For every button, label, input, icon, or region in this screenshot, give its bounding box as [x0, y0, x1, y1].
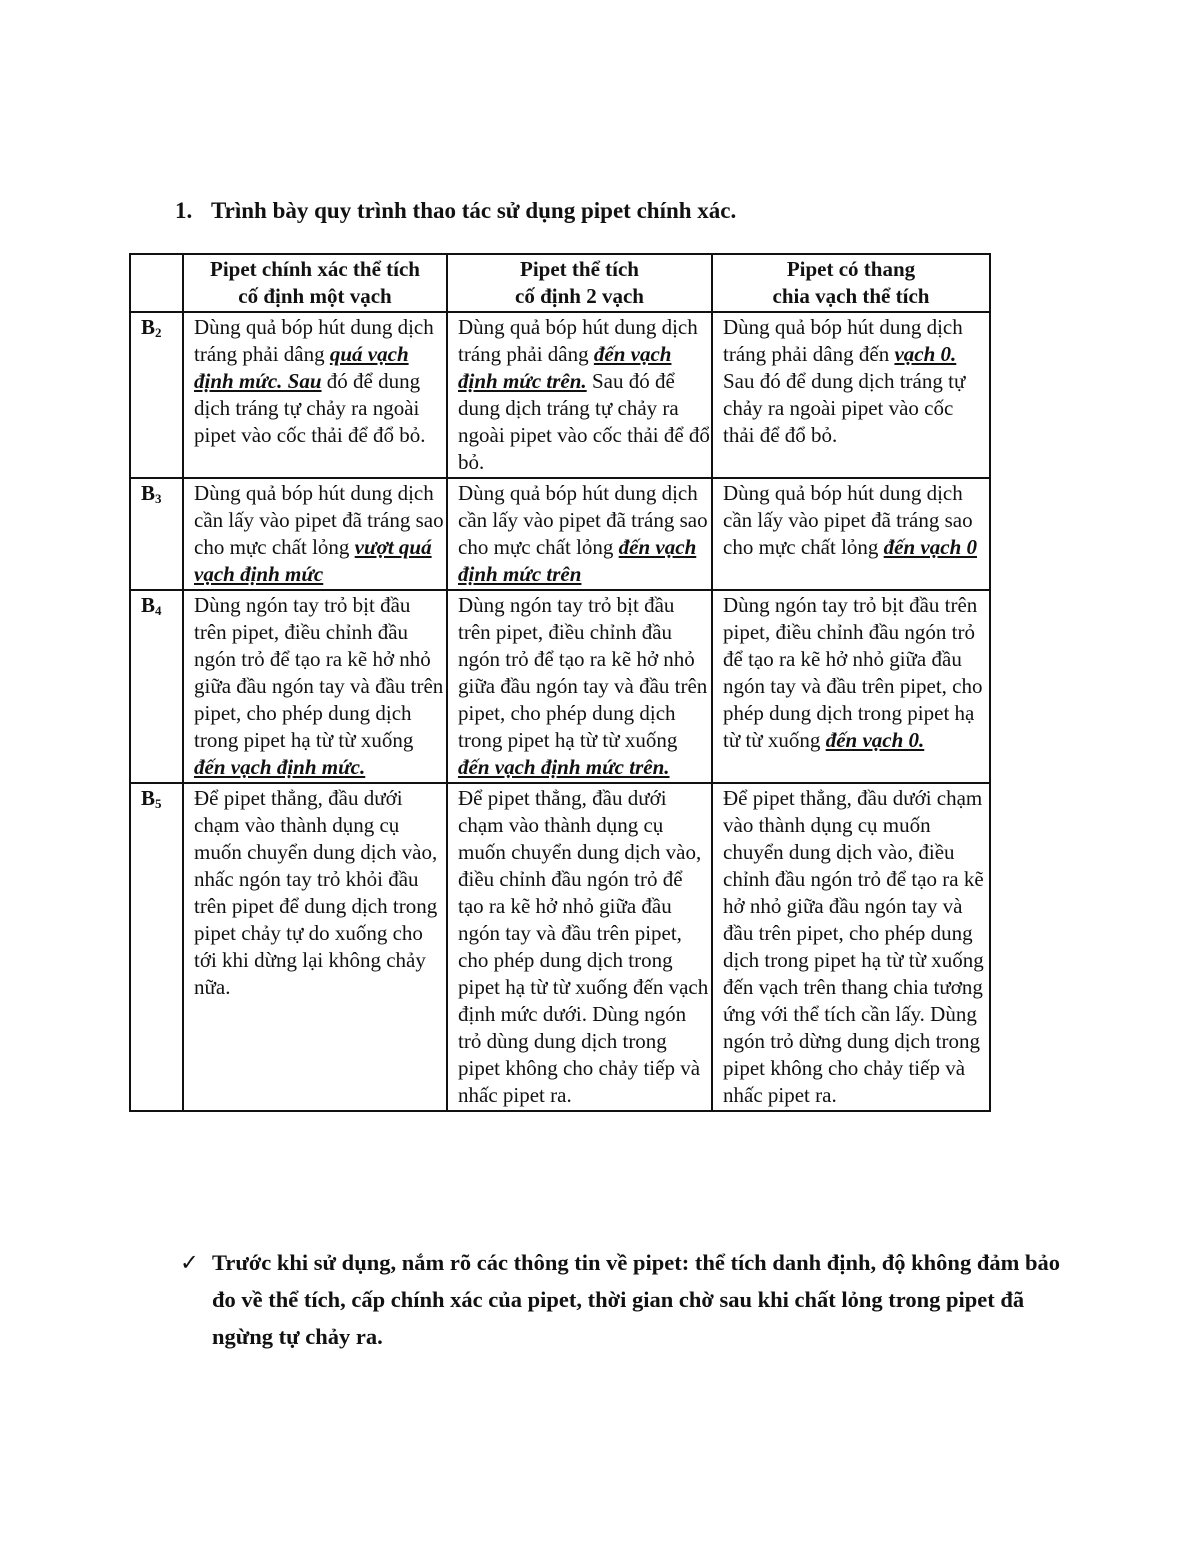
header-line1: Pipet chính xác thể tích: [210, 257, 420, 281]
pipet-procedure-table: [129, 253, 991, 1112]
table-cell: Dùng quả bóp hút dung dịch tráng phải dâng đến vạch 0. Sau đó để dung dịch tráng tự chảy ra ngoài pipet vào cốc thải để đổ bỏ.: [712, 312, 990, 478]
table-cell: Dùng ngón tay trỏ bịt đầu trên pipet, điều chỉnh đầu ngón trỏ để tạo ra kẽ hở nhỏ giữa đầu ngón tay và đầu trên pipet, cho phép dung dịch trong pipet hạ từ từ xuống đến vạch định mức trên.: [447, 590, 712, 783]
table-row: [130, 478, 990, 590]
table-cell: Dùng ngón tay trỏ bịt đầu trên pipet, điều chỉnh đầu ngón trỏ để tạo ra kẽ hở nhỏ giữa đầu ngón tay và đầu trên pipet, cho phép dung dịch trong pipet hạ từ từ xuống đến vạch định mức.: [183, 590, 447, 783]
table-row: [130, 783, 990, 1111]
header-col-3: [712, 254, 990, 312]
table-cell: Dùng quả bóp hút dung dịch cần lấy vào pipet đã tráng sao cho mực chất lỏng đến vạch 0: [712, 478, 990, 590]
table-cell: Dùng quả bóp hút dung dịch tráng phải dâng đến vạch định mức trên. Sau đó để dung dịch tráng tự chảy ra ngoài pipet vào cốc thải để đổ bỏ.: [447, 312, 712, 478]
header-col-1: [183, 254, 447, 312]
step-label: $B_2$: [130, 312, 183, 478]
heading-title: Trình bày quy trình thao tác sử dụng pipet chính xác.: [211, 198, 737, 223]
table-cell: Để pipet thẳng, đầu dưới chạm vào thành dụng cụ muốn chuyển dung dịch vào, nhấc ngón tay trỏ khỏi đầu trên pipet để dung dịch trong pipet chảy tự do xuống cho tới khi dừng lại không chảy nữa.: [183, 783, 447, 1111]
table-cell: Dùng quả bóp hút dung dịch cần lấy vào pipet đã tráng sao cho mực chất lỏng đến vạch định mức trên: [447, 478, 712, 590]
table-cell: Để pipet thẳng, đầu dưới chạm vào thành dụng cụ muốn chuyển dung dịch vào, điều chỉnh đầu ngón trỏ để tạo ra kẽ hở nhỏ giữa đầu ngón tay và đầu trên pipet, cho phép dung dịch trong pipet hạ từ từ xuống đến vạch định mức dưới. Dùng ngón trỏ dùng dung dịch trong pipet không cho chảy tiếp và nhấc pipet ra.: [447, 783, 712, 1111]
header-line1: Pipet thể tích: [520, 257, 639, 281]
step-label: $B_5$: [130, 783, 183, 1111]
usage-note: [180, 1244, 1070, 1355]
step-label: $B_4$: [130, 590, 183, 783]
header-line2: chia vạch thể tích: [772, 284, 930, 308]
table-cell: Dùng ngón tay trỏ bịt đầu trên pipet, điều chỉnh đầu ngón trỏ để tạo ra kẽ hở nhỏ giữa đầu ngón tay và đầu trên pipet, cho phép dung dịch trong pipet hạ từ từ xuống đến vạch 0.: [712, 590, 990, 783]
header-line2: cố định 2 vạch: [515, 284, 644, 308]
check-mark-icon: ✓: [180, 1250, 199, 1275]
note-text: Trước khi sử dụng, nắm rõ các thông tin về pipet: thể tích danh định, độ không đảm bảo đo về thể tích, cấp chính xác của pipet, thời gian chờ sau khi chất lỏng trong pipet đã ngừng tự chảy ra.: [212, 1250, 1060, 1349]
heading-number: 1.: [175, 198, 193, 223]
header-col-2: [447, 254, 712, 312]
table-row: [130, 312, 990, 478]
table-row: [130, 590, 990, 783]
table-cell: Dùng quả bóp hút dung dịch cần lấy vào pipet đã tráng sao cho mực chất lỏng vượt quá vạch định mức: [183, 478, 447, 590]
table-cell: Để pipet thẳng, đầu dưới chạm vào thành dụng cụ muốn chuyển dung dịch vào, điều chỉnh đầu ngón trỏ để tạo ra kẽ hở nhỏ giữa đầu ngón tay và đầu trên pipet, cho phép dung dịch trong pipet hạ từ từ xuống đến vạch trên thang chia tương ứng với thể tích cần lấy. Dùng ngón trỏ dừng dung dịch trong pipet không cho chảy tiếp và nhấc pipet ra.: [712, 783, 990, 1111]
header-step-empty: [130, 254, 183, 312]
header-line2: cố định một vạch: [238, 284, 392, 308]
table-cell: Dùng quả bóp hút dung dịch tráng phải dâng quá vạch định mức. Sau đó để dung dịch tráng tự chảy ra ngoài pipet vào cốc thải để đổ bỏ.: [183, 312, 447, 478]
step-label: $B_3$: [130, 478, 183, 590]
header-line1: Pipet có thang: [786, 257, 916, 281]
table-header-row: [130, 254, 990, 312]
section-heading: [175, 198, 736, 224]
